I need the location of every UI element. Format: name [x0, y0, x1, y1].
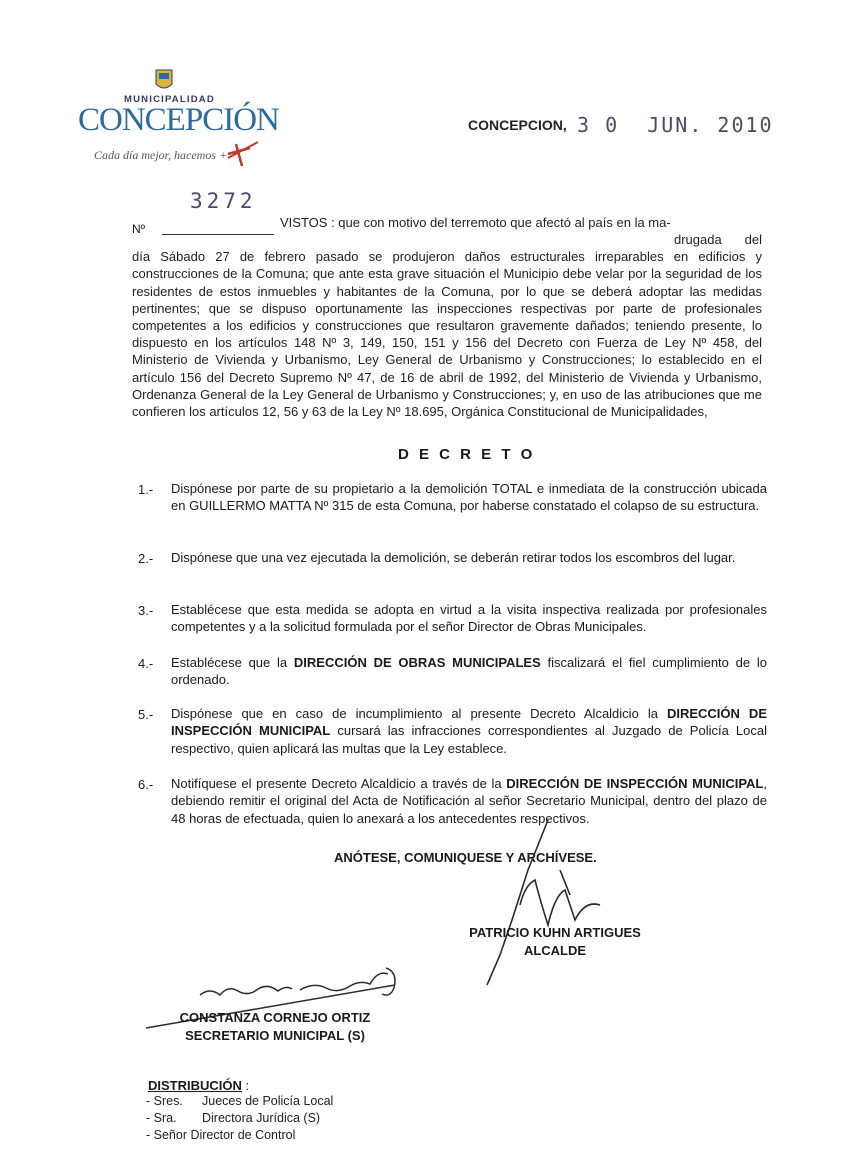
mayor-signature-block	[455, 924, 655, 960]
distribution-item-prefix: - Señor Director de Control	[146, 1128, 296, 1142]
distribution-item-recipient: Directora Jurídica (S)	[202, 1111, 321, 1125]
distribution-item	[146, 1111, 320, 1125]
city-label: CONCEPCION,	[468, 117, 567, 133]
decree-item-bold-entity: DIRECCIÓN DE OBRAS MUNICIPALES	[293, 655, 541, 670]
distribution-header	[148, 1077, 249, 1095]
decree-item-text	[171, 654, 767, 689]
decree-item-text-part: Dispónese que en caso de incumplimiento al presente Decreto Alcaldicio la	[171, 706, 667, 721]
decree-item-number: 6.-	[138, 777, 154, 792]
mayor-name: PATRICIO KUHN ARTIGUES	[469, 925, 641, 940]
decree-item-number: 5.-	[138, 707, 154, 722]
decreto-title: D E C R E T O	[398, 446, 536, 463]
decree-item-number: 1.-	[138, 482, 154, 497]
decree-item-text	[171, 705, 767, 757]
decree-item-text-part: Dispónese que una vez ejecutada la demolición, se deberán retirar todos los escombros del lugar.	[171, 550, 736, 565]
distribution-item-prefix: - Sra.	[146, 1111, 177, 1125]
vistos-body	[132, 231, 762, 420]
decree-item-text-part: Notifíquese el presente Decreto Alcaldicio a través de la	[171, 776, 507, 791]
secretary-title: SECRETARIO MUNICIPAL (S)	[185, 1028, 365, 1043]
decree-item-number: 4.-	[138, 656, 154, 671]
decree-item-bold-entity: DIRECCIÓN DE INSPECCIÓN MUNICIPAL	[171, 706, 767, 739]
distribution-suffix: :	[241, 1078, 250, 1093]
decree-item-number: 2.-	[138, 551, 154, 566]
decree-item-text	[171, 775, 767, 827]
decree-item-text-part: fiscalizará el fiel cumplimiento de lo ordenado.	[171, 655, 767, 688]
decree-number-stamp: 3272	[190, 189, 257, 213]
secretary-signature-block	[160, 1009, 390, 1045]
mayor-signature-icon	[487, 820, 600, 985]
mayor-title: ALCALDE	[523, 943, 587, 958]
decree-item-text-part: cursará las infracciones correspondientes al Juzgado de Policía Local respectivo, quien aplicará las multas que la Ley establece.	[171, 723, 767, 756]
distribution-item	[146, 1128, 295, 1142]
decree-item-text-part: Establécese que esta medida se adopta en virtud a la visita inspectiva realizada por profesionales competentes y a la solicitud formulada por el señor Director de Obras Municipales.	[171, 602, 767, 635]
logo-slogan: Cada día mejor, hacemos +	[94, 148, 228, 162]
distribution-item-prefix: - Sres.	[146, 1094, 183, 1108]
distribution-item-recipient: Jueces de Policía Local	[202, 1094, 334, 1108]
logo-city-name: CONCEPCIÓN	[78, 102, 279, 138]
decree-item-text	[171, 480, 767, 515]
decree-item-bold-entity: DIRECCIÓN DE INSPECCIÓN MUNICIPAL	[506, 776, 764, 791]
decree-item-number: 3.-	[138, 603, 154, 618]
distribution-item	[146, 1094, 333, 1108]
vistos-first-line: VISTOS : que con motivo del terremoto que afectó al país en la ma-	[280, 215, 671, 230]
decree-item-text	[171, 601, 767, 636]
decree-number-label: Nº	[132, 222, 146, 236]
closing-statement: ANÓTESE, COMUNIQUESE Y ARCHÍVESE.	[334, 850, 597, 865]
decree-item-text	[171, 549, 767, 566]
municipality-logo	[78, 66, 279, 181]
decree-item-text-part: , debiendo remitir el original del Acta de Notificación al señor Secretario Municipal, dentro del plazo de 48 horas de efectuada, quien lo anexará a los antecedentes respectivos.	[171, 776, 768, 826]
decree-item-text-part: Establécese que la	[171, 655, 294, 670]
logo-muni-label: MUNICIPALIDAD	[124, 94, 215, 105]
vistos-body-text: drugada del día Sábado 27 de febrero pasado se produjeron daños estructurales irreparables en edificios y construcciones de la Comuna; que ante esta grave situación el Municipio debe velar por la seguridad de los residentes de estos inmuebles y habitantes de la Comuna, por lo que se deberá adoptar las medidas pertinentes; que se dispuso oportunamente las inspecciones respectivas por parte de profesionales competentes a los edificios y construcciones que resultaron gravemente dañados; teniendo presente, lo dispuesto en los artículos 148 Nº 3, 149, 150, 151 y 156 del Decreto con Fuerza de Ley Nº 458, del Ministerio de Vivienda y Urbanismo, Ley General de Urbanismo y Construcciones; lo establecido en el artículo 156 del Decreto Supremo Nº 47, de 16 de abril de 1992, del Ministerio de Vivienda y Urbanismo, Ordenanza General de la Ley General de Urbanismo y Construcciones; y, en uso de las atribuciones que me confieren los artículos 12, 56 y 63 de la Ley Nº 18.695, Orgánica Constitucional de Municipalidades,	[132, 232, 762, 420]
secretary-name: CONSTANZA CORNEJO ORTIZ	[179, 1010, 371, 1025]
distribution-title: DISTRIBUCIÓN	[148, 1078, 242, 1093]
date-stamp: 3 0 JUN. 2010	[577, 113, 774, 137]
decree-item-text-part: Dispónese por parte de su propietario a la demolición TOTAL e inmediata de la construcción ubicada en GUILLERMO MATTA Nº 315 de esta Comuna, por haberse constatado el colapso de su estructura.	[171, 481, 767, 514]
